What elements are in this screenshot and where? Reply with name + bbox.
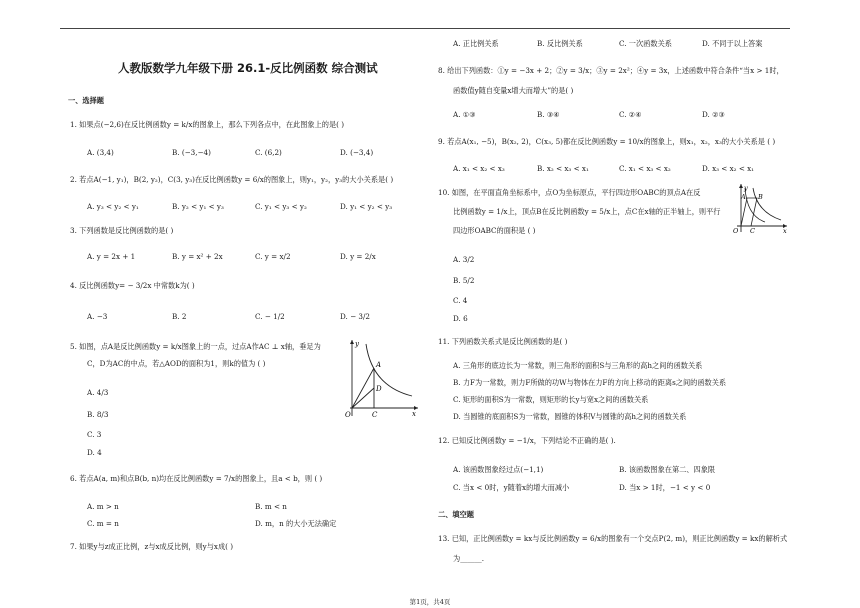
q2-option-c[interactable]: C. y₁ < y₃ < y₂ xyxy=(255,202,307,211)
question-5-stem-line2: C，D为AC的中点，若△AOD的面积为1，则k的值为 ( ) xyxy=(87,359,266,368)
question-11-stem: 11. 下列函数关系式是反比例函数的是( ) xyxy=(438,337,568,346)
page-title: 人教版数学九年级下册 26.1-反比例函数 综合测试 xyxy=(118,61,378,75)
q8-option-a[interactable]: A. ①③ xyxy=(453,110,476,119)
q11-option-a[interactable]: A. 三角形的底边长为一常数，则三角形的面积S与三角形的高h之间的函数关系 xyxy=(453,361,703,370)
q11-option-d[interactable]: D. 当圆锥的底面积S为一常数，圆锥的体积V与圆锥的高h之间的函数关系 xyxy=(453,412,687,421)
q9-option-d[interactable]: D. x₃ < x₂ < x₁ xyxy=(702,164,755,173)
q3-option-b[interactable]: B. y = x² + 2x xyxy=(172,252,223,261)
question-7-stem: 7. 如果y与z成正比例，z与x成反比例，则y与x成( ) xyxy=(70,542,234,551)
q10-label-x: x xyxy=(783,227,787,234)
q1-option-a[interactable]: A. (3,4) xyxy=(87,148,114,157)
q3-option-d[interactable]: D. y = 2/x xyxy=(340,252,376,261)
section-heading-fill: 二、填空题 xyxy=(438,510,474,519)
q5-label-o: O xyxy=(345,411,351,418)
q5-label-x: x xyxy=(412,410,416,418)
q5-label-y: y xyxy=(355,340,359,348)
question-2-stem: 2. 若点A(−1, y₁)，B(2, y₂)，C(3, y₃)在反比例函数y = 6/x的图象上，则y₁，y₂，y₃的大小关系是( ) xyxy=(70,175,394,184)
q10-label-b: B xyxy=(758,193,763,201)
question-13-stem-line2: 为______. xyxy=(453,554,485,563)
q6-option-c[interactable]: C. m = n xyxy=(87,519,119,528)
q1-option-b[interactable]: B. (−3,−4) xyxy=(172,148,211,157)
q12-option-a[interactable]: A. 该函数图象经过点(−1,1) xyxy=(453,465,544,474)
q10-label-y: y xyxy=(744,184,748,192)
q10-parallelogram xyxy=(741,198,757,226)
question-8-stem-line2: 函数值y随自变量x增大而增大”的是( ) xyxy=(453,86,574,95)
q5-label-c: C xyxy=(372,411,378,418)
q7-option-d[interactable]: D. 不同于以上答案 xyxy=(702,39,763,48)
question-1-stem: 1. 如果点(−2,6)在反比例函数y = k/x的图象上，那么下列各点中，在此图象上的是( ) xyxy=(70,120,345,129)
page-footer: 第1页，共4页 xyxy=(409,598,451,606)
q3-option-a[interactable]: A. y = 2x + 1 xyxy=(87,252,136,261)
q4-option-c[interactable]: C. − 1/2 xyxy=(255,312,285,321)
q3-option-c[interactable]: C. y = x/2 xyxy=(255,252,291,261)
question-10-stem-line2: 比例函数y = 1/x上，顶点B在反比例函数y = 5/x上，点C在x轴的正半轴上，则平行 xyxy=(453,207,721,216)
q10-y-arrow xyxy=(739,184,743,188)
question-10-stem-line3: 四边形OABC的面积是 ( ) xyxy=(453,226,536,235)
q5-label-a: A xyxy=(376,361,382,369)
q10-option-c[interactable]: C. 4 xyxy=(453,296,468,305)
q5-y-arrow xyxy=(350,340,354,344)
q2-option-d[interactable]: D. y₁ < y₂ < y₃ xyxy=(340,202,393,211)
q10-label-c: C xyxy=(750,227,755,234)
q5-segment-od xyxy=(352,388,374,408)
q9-option-c[interactable]: C. x₁ < x₃ < x₂ xyxy=(619,164,671,173)
q2-option-b[interactable]: B. y₂ < y₁ < y₃ xyxy=(172,202,224,211)
header-rule xyxy=(60,28,790,29)
question-5-stem-line1: 5. 如图，点A是反比例函数y = k/x图象上的一点，过点A作AC ⊥ x轴，垂足为 xyxy=(70,342,321,351)
question-4-stem: 4. 反比例函数y= − 3/2x 中常数k为( ) xyxy=(70,281,195,290)
question-3-stem: 3. 下列函数是反比例函数的是( ) xyxy=(70,226,174,235)
q4-option-d[interactable]: D. − 3/2 xyxy=(340,312,370,321)
q9-option-b[interactable]: B. x₂ < x₃ < x₁ xyxy=(537,164,589,173)
q2-option-a[interactable]: A. y₃ < y₂ < y₁ xyxy=(87,202,139,211)
q7-option-b[interactable]: B. 反比例关系 xyxy=(537,39,583,48)
q1-option-c[interactable]: C. (6,2) xyxy=(255,148,282,157)
q6-option-d[interactable]: D. m，n 的大小无法确定 xyxy=(255,519,337,528)
q12-option-b[interactable]: B. 该函数图象在第二、四象限 xyxy=(619,465,716,474)
q7-option-c[interactable]: C. 一次函数关系 xyxy=(619,39,672,48)
q10-option-a[interactable]: A. 3/2 xyxy=(453,255,475,264)
q5-graph xyxy=(342,338,420,418)
question-13-stem-line1: 13. 已知，正比例函数y = kx与反比例函数y = 6/x的图象有一个交点P(2, m)，则正比例函数y = kx的解析式 xyxy=(438,534,788,543)
question-9-stem: 9. 若点A(x₁, −5)，B(x₂, 2)，C(x₃, 5)都在反比例函数y = 10/x的图象上，则x₁，x₂，x₃的大小关系是 ( ) xyxy=(438,137,776,146)
question-12-stem: 12. 已知反比例函数y = −1/x，下列结论不正确的是( ). xyxy=(438,436,616,445)
section-heading-choice: 一、选择题 xyxy=(68,96,104,105)
q4-option-a[interactable]: A. −3 xyxy=(87,312,108,321)
q5-option-b[interactable]: B. 8/3 xyxy=(87,410,109,419)
q6-option-a[interactable]: A. m > n xyxy=(87,502,119,511)
q11-option-c[interactable]: C. 矩形的面积S为一常数，则矩形的长y与宽x之间的函数关系 xyxy=(453,395,649,404)
q6-option-b[interactable]: B. m < n xyxy=(255,502,287,511)
q10-label-a: A xyxy=(741,193,746,201)
q5-label-d: D xyxy=(376,385,382,393)
question-6-stem: 6. 若点A(a, m)和点B(b, n)均在反比例函数y = 7/x的图象上，且a < b，则 ( ) xyxy=(70,474,323,483)
q12-option-d[interactable]: D. 当x > 1时，−1 < y < 0 xyxy=(619,483,711,492)
q12-option-c[interactable]: C. 当x < 0时，y随着x的增大而减小 xyxy=(453,483,570,492)
q5-option-c[interactable]: C. 3 xyxy=(87,430,102,439)
q10-graph xyxy=(731,182,789,234)
question-8-stem-line1: 8. 给出下列函数：①y = −3x + 2；②y = 3/x；③y = 2x²；④y = 3x，上述函数中符合条件“当x > 1时， xyxy=(438,66,784,75)
q5-option-a[interactable]: A. 4/3 xyxy=(87,388,109,397)
q10-option-b[interactable]: B. 5/2 xyxy=(453,276,475,285)
q5-option-d[interactable]: D. 4 xyxy=(87,448,102,457)
q4-option-b[interactable]: B. 2 xyxy=(172,312,187,321)
q7-option-a[interactable]: A. 正比例关系 xyxy=(453,39,499,48)
q1-option-d[interactable]: D. (−3,4) xyxy=(340,148,374,157)
q10-label-o: O xyxy=(733,227,739,234)
q8-option-b[interactable]: B. ③④ xyxy=(537,110,560,119)
q11-option-b[interactable]: B. 力F为一常数，则力F所做的功W与物体在力F的方向上移动的距离s之间的函数关系 xyxy=(453,378,727,387)
q8-option-c[interactable]: C. ②④ xyxy=(619,110,642,119)
question-10-stem-line1: 10. 如图，在平面直角坐标系中，点O为坐标原点，平行四边形OABC的顶点A在反 xyxy=(438,188,701,197)
q8-option-d[interactable]: D. ②③ xyxy=(702,110,725,119)
q10-option-d[interactable]: D. 6 xyxy=(453,314,468,323)
q9-option-a[interactable]: A. x₁ < x₂ < x₃ xyxy=(453,164,505,173)
q5-segment-oa xyxy=(352,368,374,408)
